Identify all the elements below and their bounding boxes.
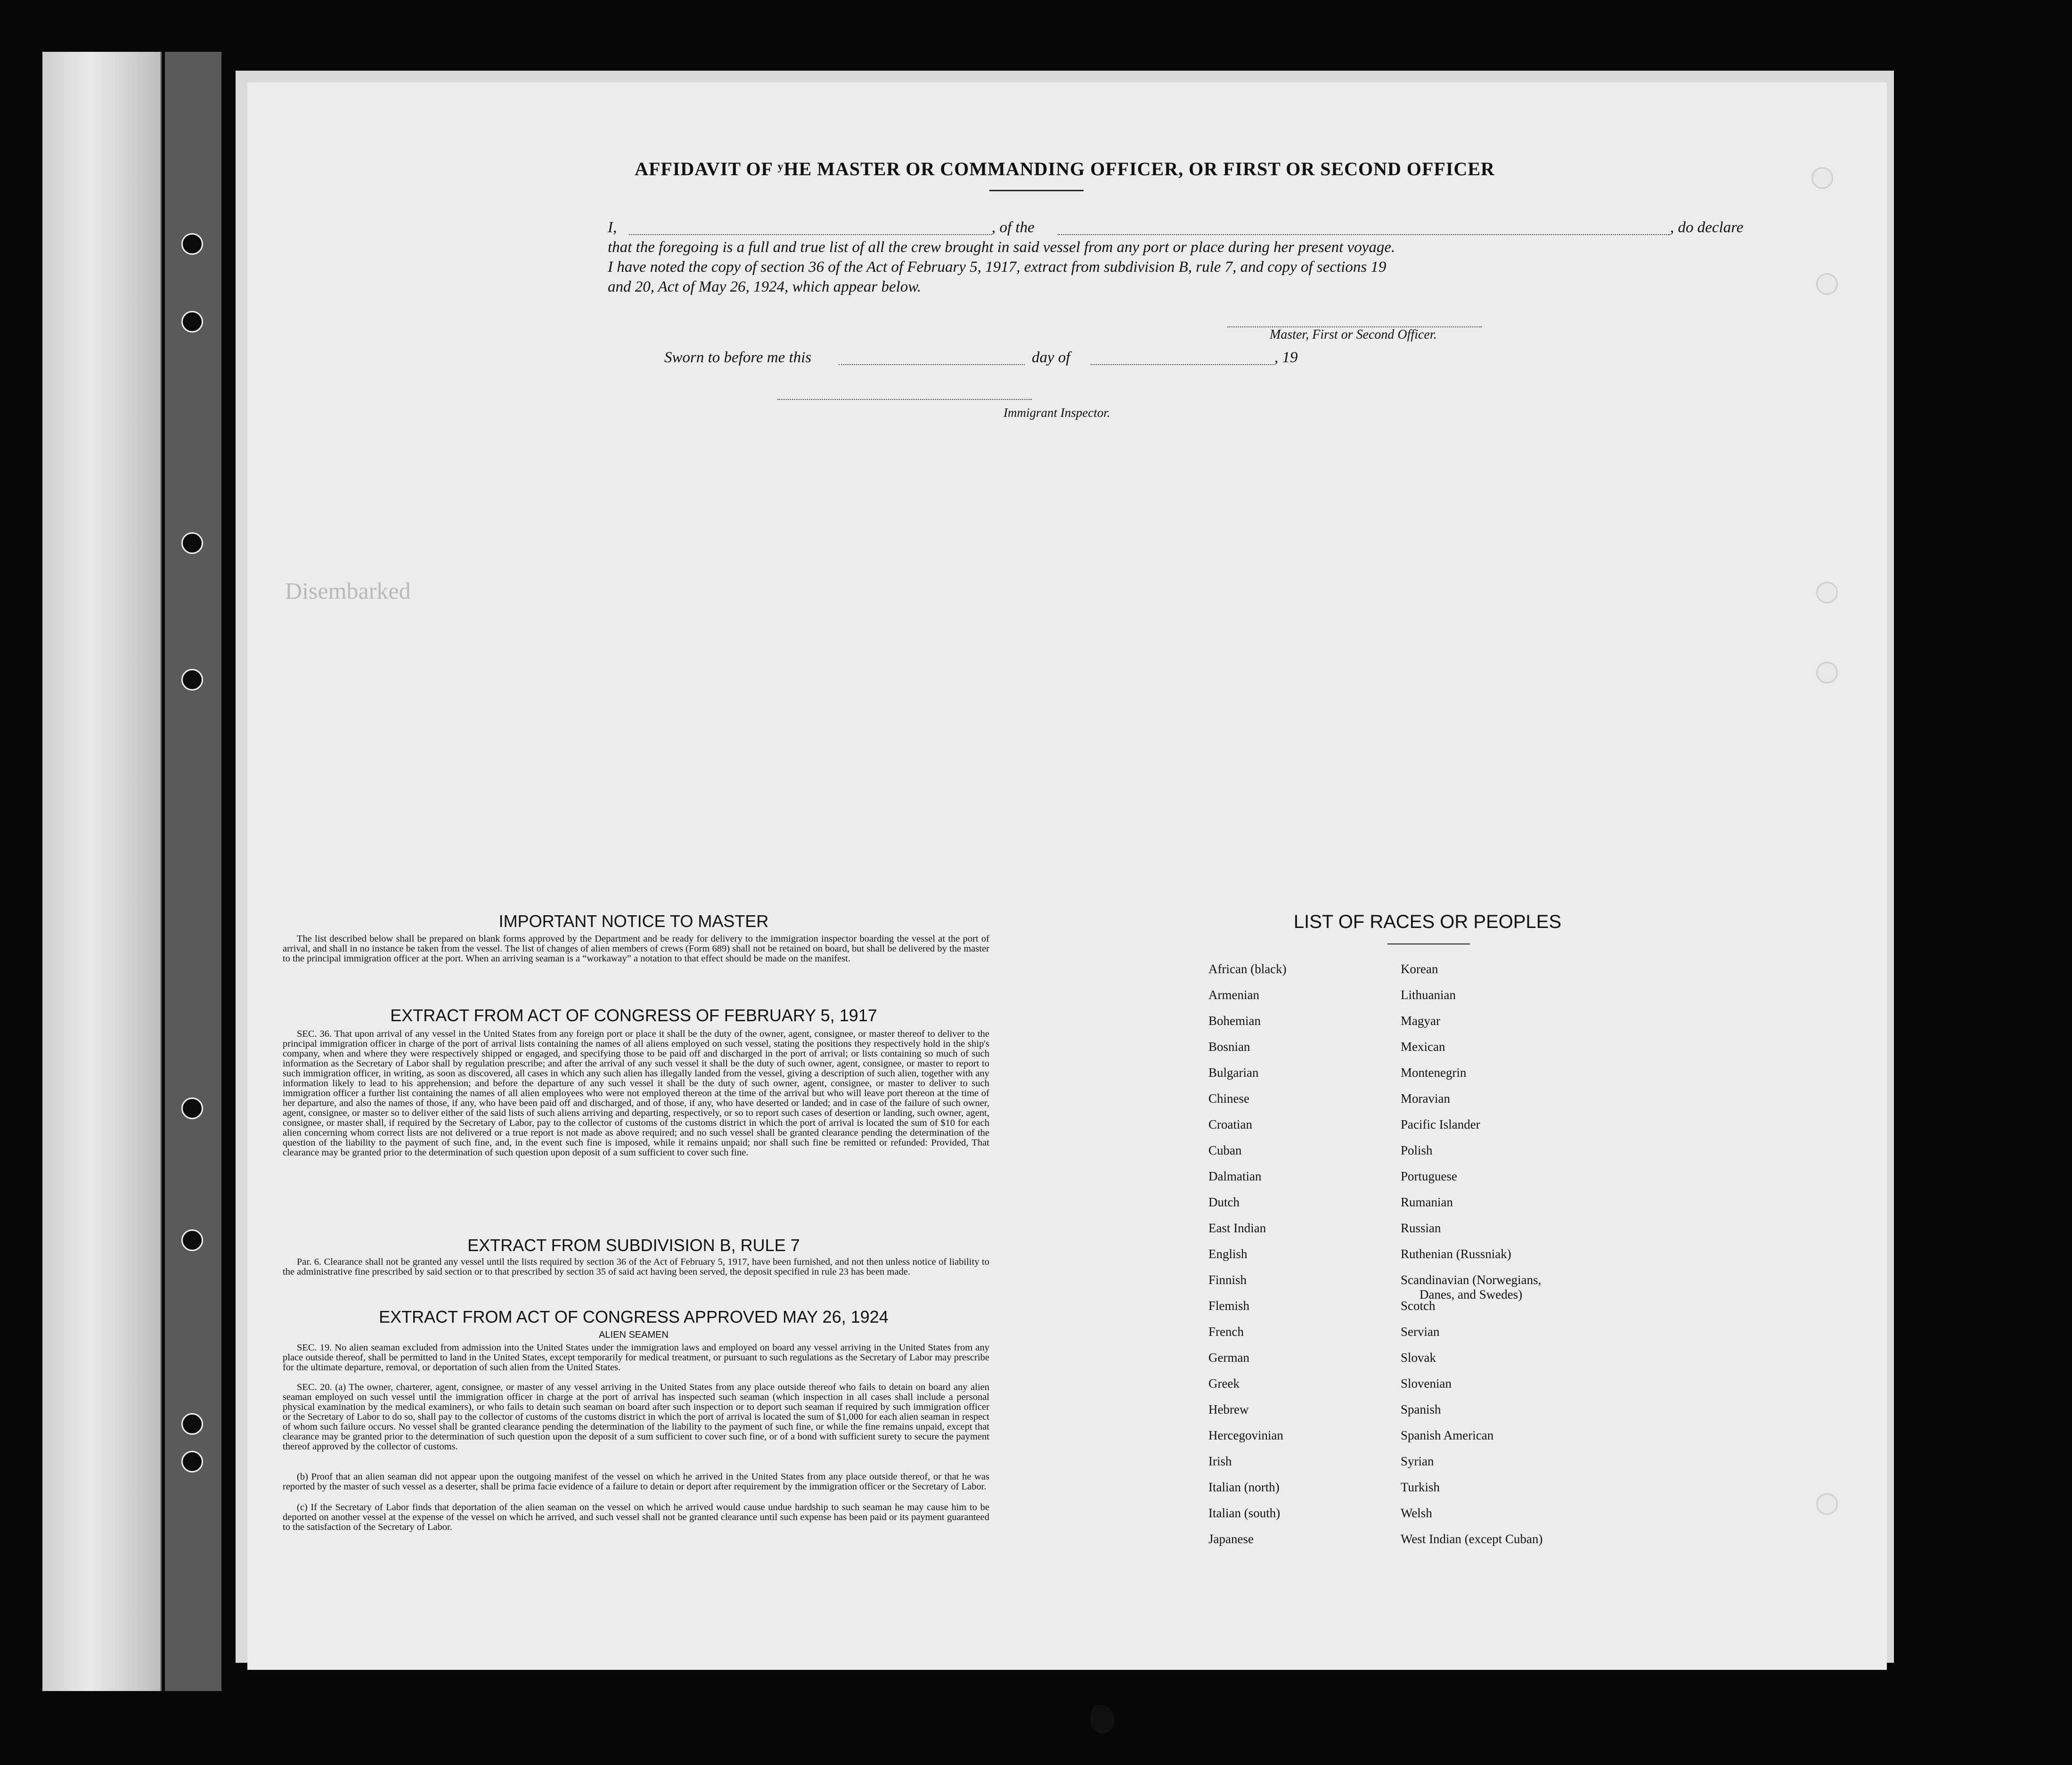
- race-item: Bosnian: [1208, 1040, 1250, 1054]
- race-item: Chinese: [1208, 1091, 1249, 1106]
- race-item: Dalmatian: [1208, 1169, 1262, 1183]
- race-item: Flemish: [1208, 1299, 1250, 1313]
- race-item: Slovak: [1401, 1350, 1436, 1365]
- extract-1924-title: EXTRACT FROM ACT OF CONGRESS APPROVED MAY 26, 1924: [379, 1307, 889, 1326]
- master-label: Master, First or Second Officer.: [1270, 327, 1437, 342]
- form-page: [247, 82, 1887, 1670]
- race-item: Cuban: [1208, 1143, 1242, 1157]
- vessel-line: [1058, 234, 1670, 235]
- race-scandinavian-continued: Danes, and Swedes): [1419, 1287, 1523, 1301]
- race-item: Italian (south): [1208, 1506, 1281, 1520]
- day-line: [839, 364, 1025, 365]
- affidavit-line-3: I have noted the copy of section 36 of the Act of February 5, 1917, extract from subdivision B, rule 7, and copy of sections 19: [608, 259, 1387, 276]
- inspector-label: Immigrant Inspector.: [1003, 406, 1110, 420]
- affidavit-line-2: that the foregoing is a full and true list of all the crew brought in said vessel from any port or place during her present voyage.: [608, 239, 1395, 256]
- affidavit-line-4: and 20, Act of May 26, 1924, which appear below.: [608, 278, 922, 295]
- race-item: Welsh: [1401, 1506, 1432, 1520]
- race-item: Finnish: [1208, 1273, 1247, 1287]
- race-item: Irish: [1208, 1454, 1232, 1468]
- sec20c-text: (c) If the Secretary of Labor finds that deportation of the alien seaman on the vessel on which he arrived would cause undue hardship to such seaman he may cause him to be deported on another vessel at the expense of the vessel on which he arrived, and such vessel shall not be granted clearance until such expense has been paid or its payment guaranteed to the satisfaction of the Secretary of Labor.: [283, 1502, 989, 1532]
- sworn-label: Sworn to before me this: [664, 349, 812, 366]
- binder-hole: [181, 1413, 203, 1435]
- day-of-label: day of: [1032, 349, 1070, 366]
- race-item: Portuguese: [1401, 1169, 1457, 1183]
- sec19-text: SEC. 19. No alien seaman excluded from admission into the United States under the immigration laws and employed on board any vessel arriving in the United States from any place outside thereof, shall be permitted to land in the United States, except temporarily for medical treatment, or pursuant to such regulations as the Secretary of Labor may prescribe for the ultimate departure, removal, or deportation of such alien from the United States.: [283, 1342, 989, 1373]
- page-hole: [1816, 273, 1838, 295]
- race-item: Slovenian: [1401, 1376, 1452, 1391]
- race-item: Armenian: [1208, 988, 1259, 1002]
- race-item: Hebrew: [1208, 1402, 1249, 1416]
- race-item: Montenegrin: [1401, 1066, 1467, 1080]
- extract-1917-title: EXTRACT FROM ACT OF CONGRESS OF FEBRUARY 5, 1917: [390, 1006, 877, 1025]
- inspector-signature-line: [777, 399, 1032, 400]
- binder-hole: [181, 1229, 203, 1251]
- race-item: Bulgarian: [1208, 1066, 1259, 1080]
- race-item: French: [1208, 1325, 1244, 1339]
- race-item: Lithuanian: [1401, 988, 1456, 1002]
- affidavit-of-the: , of the: [992, 219, 1035, 236]
- race-item: Spanish: [1401, 1402, 1441, 1416]
- bleed-through-text: Disembarked: [285, 577, 411, 604]
- name-line: [629, 234, 992, 235]
- race-item: Spanish American: [1401, 1428, 1494, 1442]
- binder-hole: [181, 1098, 203, 1119]
- races-right-column: [1401, 956, 1542, 1552]
- race-item: Bohemian: [1208, 1014, 1261, 1028]
- binder-spine: [42, 52, 162, 1691]
- race-item: Russian: [1401, 1221, 1441, 1235]
- race-item: English: [1208, 1247, 1248, 1261]
- sec20b-text: (b) Proof that an alien seaman did not appear upon the outgoing manifest of the vessel on which he arrived in the United States from any place outside thereof, or that he was reported by the master of such vessel as a deserter, shall be prima facie evidence of a failure to detain or deport after requirement by the immigration officer or the Secretary of Labor.: [283, 1472, 989, 1492]
- affidavit-declare: , do declare: [1670, 219, 1744, 236]
- races-left-column: [1208, 956, 1287, 1552]
- race-item: Mexican: [1401, 1040, 1445, 1054]
- sec20a-text: SEC. 20. (a) The owner, charterer, agent, consignee, or master of any vessel arriving in the United States from any place outside thereof who fails to detain on board any alien seaman employed on such vessel until the immigration officer in charge at the port of arrival has inspected such seaman (which inspection in all cases shall include a personal physical examination by the medical examiners), or who fails to detain such seaman on board after such inspection or to deport such seaman if required by such immigration officer or the Secretary of Labor to do so, shall pay to the collector of customs of the customs district in which the port of arrival is located the sum of $1,000 for each alien seaman in respect of whom such failure occurs. No vessel shall be granted clearance pending the determination of the liability to the payment of such fine, or while the fine remains unpaid, except that clearance may be granted prior to the determination of such question upon the deposit of a sum sufficient to cover such fine, or of a bond with sufficient surety to secure the payment thereof approved by the collector of customs.: [283, 1382, 989, 1452]
- race-item: Ruthenian (Russniak): [1401, 1247, 1511, 1261]
- race-item: Rumanian: [1401, 1195, 1453, 1209]
- binder-hole: [181, 669, 203, 691]
- binder-hole: [181, 1451, 203, 1472]
- binder-hole: [181, 532, 203, 554]
- race-item: Servian: [1401, 1325, 1440, 1339]
- page-hole: [1816, 582, 1838, 603]
- races-title: LIST OF RACES OR PEOPLES: [1293, 911, 1562, 932]
- race-item: Dutch: [1208, 1195, 1240, 1209]
- race-item: Scandinavian (Norwegians,: [1401, 1273, 1542, 1287]
- binder-hole: [181, 233, 203, 255]
- race-item: Croatian: [1208, 1117, 1252, 1131]
- race-item: Pacific Islander: [1401, 1117, 1480, 1131]
- race-item: Turkish: [1401, 1480, 1440, 1494]
- page-hole: [1816, 662, 1838, 683]
- year-label: , 19: [1274, 349, 1298, 366]
- race-item: African (black): [1208, 962, 1287, 976]
- race-item: West Indian (except Cuban): [1401, 1532, 1543, 1546]
- affidavit-title: AFFIDAVIT OF ʸHE MASTER OR COMMANDING OFFICER, OR FIRST OR SECOND OFFICER: [635, 158, 1495, 179]
- race-item: Hercegovinian: [1208, 1428, 1283, 1442]
- alien-seamen-subtitle: ALIEN SEAMEN: [599, 1330, 669, 1340]
- month-line: [1091, 364, 1274, 365]
- binder-hole: [181, 311, 203, 333]
- race-item: Magyar: [1401, 1014, 1440, 1028]
- race-item: Korean: [1401, 962, 1438, 976]
- race-item: Polish: [1401, 1143, 1433, 1157]
- affidavit-i: I,: [608, 219, 617, 236]
- title-rule: [989, 190, 1084, 191]
- notice-text: The list described below shall be prepared on blank forms approved by the Department and be ready for delivery to the immigration inspector boarding the vessel at the port of arrival, and shall in no instance be taken from the vessel. The list of changes of alien members of crews (Form 689) shall not be retained on board, but shall be delivered by the master to the principal immigration officer at the port. When an arriving seaman is a “workaway” a notation to that effect should be made on the manifest.: [283, 934, 989, 964]
- race-item: Scotch: [1401, 1299, 1436, 1313]
- rule7-title: EXTRACT FROM SUBDIVISION B, RULE 7: [467, 1236, 800, 1255]
- notice-title: IMPORTANT NOTICE TO MASTER: [498, 911, 769, 931]
- page-hole: [1816, 1493, 1838, 1515]
- race-item: Japanese: [1208, 1532, 1254, 1546]
- race-item: German: [1208, 1350, 1249, 1365]
- race-item: Moravian: [1401, 1091, 1450, 1106]
- race-item: East Indian: [1208, 1221, 1266, 1235]
- race-item: Syrian: [1401, 1454, 1434, 1468]
- race-item: Greek: [1208, 1376, 1240, 1391]
- extract-1917-text: SEC. 36. That upon arrival of any vessel in the United States from any foreign port or place it shall be the duty of the owner, agent, consignee, or master thereof to deliver to the principal immigration officer in charge of the port of arrival lists containing the names of all aliens employed on such vessel, stating the positions they respectively hold in the ship's company, when and where they were respectively shipped or engaged, and specifying those to be paid off and discharged in the port of arrival; or lists containing so much of such information as the Secretary of Labor shall by regulation prescribe; and after the arrival of any such vessel it shall be the duty of such owner, agent, consignee, or master to report to such immigration officer, in writing, as soon as discovered, all cases in which any such alien has illegally landed from the vessel, giving a description of such alien, together with any information likely to lead to his apprehension; and before the departure of any such vessel it shall be the duty of such owner, agent, consignee, or master to deliver to such immigration officer a further list containing the names of all alien employees who were not employed thereon at the time of the arrival but who will leave port thereon at the time of her departure, and also the names of those, if any, who have been paid off and discharged, and of those, if any, who have deserted or landed; and in case of the failure of such owner, agent, consignee, or master so to deliver either of the said lists of such aliens arriving and departing, respectively, or so to report such cases of desertion or landing, such owner, agent, consignee, or master shall, if required by the Secretary of Labor, pay to the collector of customs of the customs district in which the port of arrival is located the sum of $10 for each alien concerning whom correct lists are not delivered or a true report is not made as above required; and no such vessel shall be granted clearance pending the determination of the question of the liability to the payment of such fine, and, in the event such fine is imposed, while it remains unpaid; nor shall such fine be remitted or refunded: Provided, That clearance may be granted prior to the determination of such question upon deposit of a sum sufficient to cover such fine.: [283, 1029, 989, 1158]
- rule7-text: Par. 6. Clearance shall not be granted any vessel until the lists required by section 36 of the Act of February 5, 1917, have been furnished, and not then unless notice of liability to the administrative fine prescribed by said section or to that prescribed by section 35 of said act having been served, the deposit specified in rule 23 has been made.: [283, 1257, 989, 1277]
- race-item: Italian (north): [1208, 1480, 1280, 1494]
- binder-strip: [165, 52, 221, 1691]
